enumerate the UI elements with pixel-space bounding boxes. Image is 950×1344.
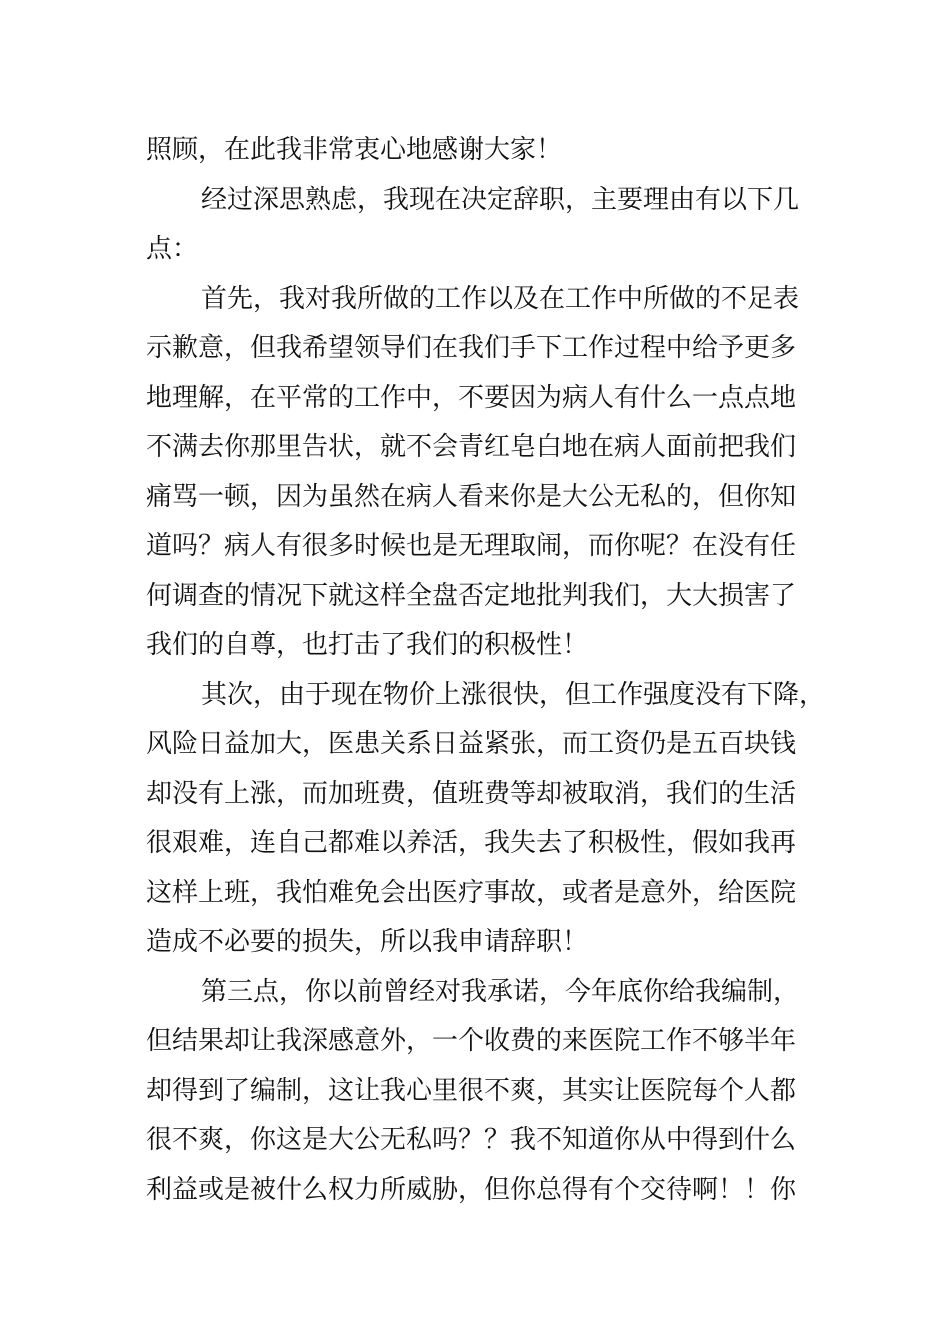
text-line: 照顾，在此我非常衷心地感谢大家！ (146, 135, 563, 165)
text-line: 痛骂一顿，因为虽然在病人看来你是大公无私的，但你知 (146, 481, 797, 512)
text-line: 很不爽，你这是大公无私吗？？我不知道你从中得到什么 (146, 1125, 797, 1155)
letter-body (146, 126, 832, 1215)
text-line: 点： (146, 234, 199, 264)
text-line: 这样上班，我怕难免会出医疗事故，或者是意外，给医院 (146, 877, 797, 908)
text-line: 经过深思熟虑，我现在决定辞职，主要理由有以下几 (201, 184, 800, 215)
text-line: 何调查的情况下就这样全盘否定地批判我们，大大损害了 (146, 580, 797, 611)
text-line: 很艰难，连自己都难以养活，我失去了积极性，假如我再 (146, 828, 797, 858)
text-line: 道吗？病人有很多时候也是无理取闹，而你呢？在没有任 (146, 531, 797, 561)
text-line: 示歉意，但我希望领导们在我们手下工作过程中给予更多 (146, 333, 797, 363)
text-line: 我们的自尊，也打击了我们的积极性！ (146, 630, 589, 660)
text-line: 地理解，在平常的工作中，不要因为病人有什么一点点地 (146, 382, 797, 413)
text-line: 但结果却让我深感意外，一个收费的来医院工作不够半年 (146, 1026, 797, 1056)
text-line: 其次，由于现在物价上涨很快，但工作强度没有下降， (201, 679, 826, 710)
text-line: 造成不必要的损失，所以我申请辞职！ (146, 927, 589, 957)
text-line: 首先，我对我所做的工作以及在工作中所做的不足表 (201, 283, 800, 314)
text-line: 第三点，你以前曾经对我承诺，今年底你给我编制， (201, 976, 800, 1007)
text-line: 却得到了编制，这让我心里很不爽，其实让医院每个人都 (146, 1075, 797, 1106)
text-line: 风险日益加大，医患关系日益紧张，而工资仍是五百块钱 (146, 729, 797, 759)
text-line: 不满去你那里告状，就不会青红皂白地在病人面前把我们 (146, 432, 797, 462)
text-line: 却没有上涨，而加班费，值班费等却被取消，我们的生活 (146, 778, 797, 809)
text-line: 利益或是被什么权力所威胁，但你总得有个交待啊！！你 (146, 1174, 797, 1205)
